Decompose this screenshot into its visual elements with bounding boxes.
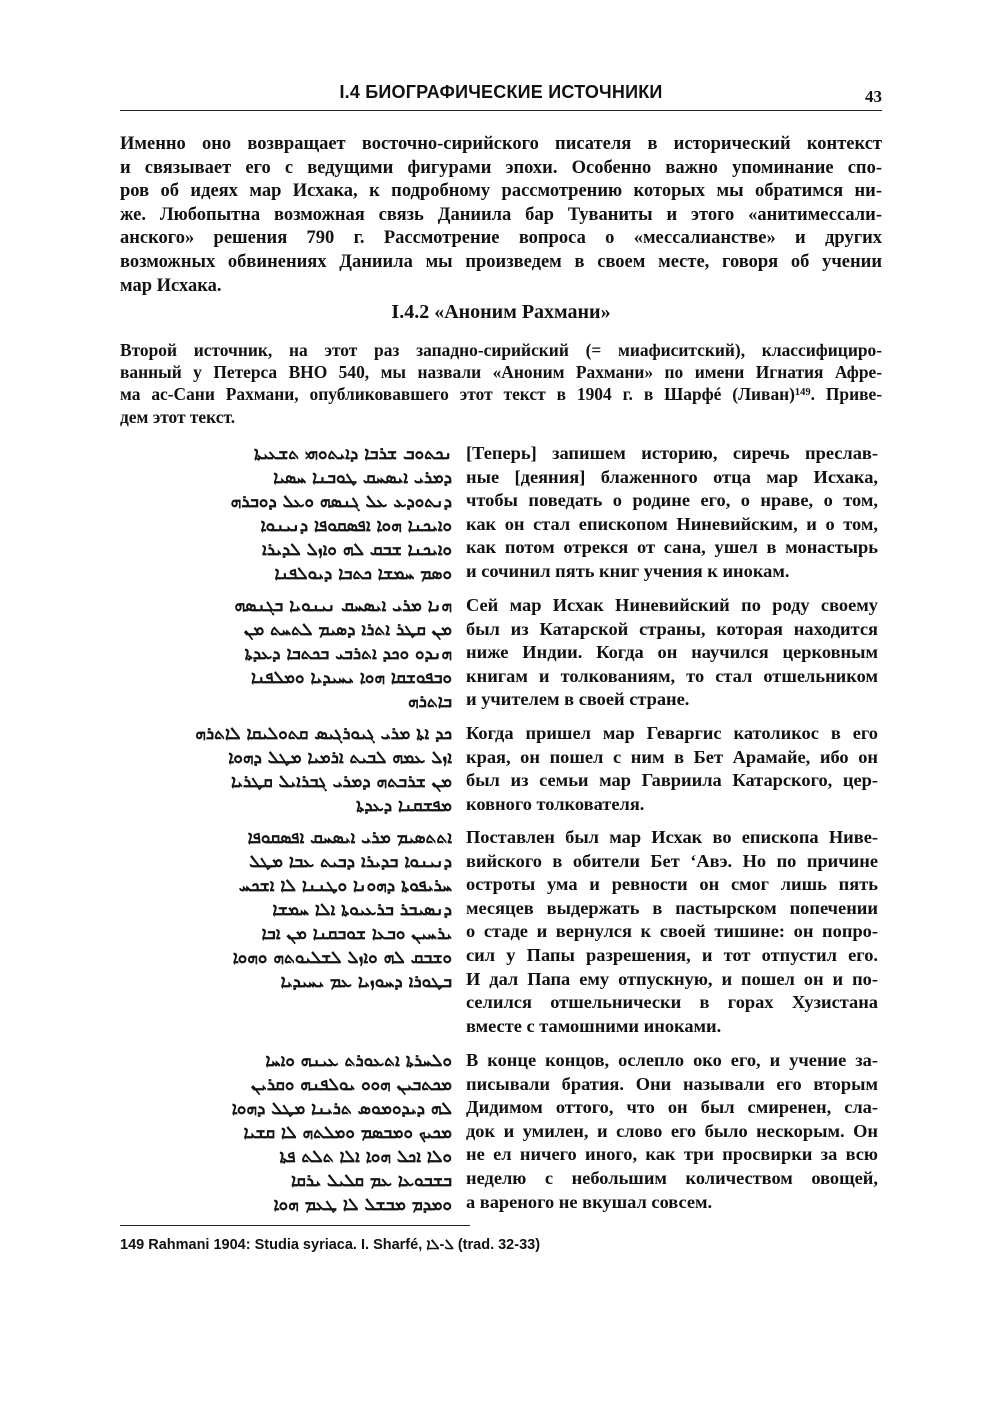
running-header-title: I.4 БИОГРАФИЧЕСКИЕ ИСТОЧНИКИ <box>339 82 663 102</box>
translation-line: В конце концов, ослепло око его, и учение за- <box>466 1050 878 1070</box>
translation-line: вийского в обители Бет ‘Авэ. Но по причине <box>466 850 878 871</box>
text-line: дем этот текст. <box>120 406 236 427</box>
translation-passage-4 <box>466 826 878 1038</box>
translation-line: не ел ничего иного, как три просвирки за всю <box>466 1144 878 1165</box>
translation-passage-1 <box>466 442 878 584</box>
translation-line: а вареного не вкушал совсем. <box>466 1191 713 1212</box>
syriac-line: ܠܗ ܕܝܕܘܡܘܣ ܬܪܝܢܐ ܡܛܠ ܕܗܘܐ <box>231 1099 452 1119</box>
translation-line: Сей мар Исхак Ниневийский по роду своему <box>466 595 878 615</box>
translation-line: остроты ума и ревности он смог лишь пять <box>466 874 878 895</box>
syriac-line: ܡܦܫܩܢܐ ܕܥܕܬܐ <box>356 796 452 816</box>
syriac-passage-5 <box>122 1049 452 1217</box>
syriac-line: ܘܣܡ ܚܡܫܐ ܟܬܒܐ ܕܝܘܠܦܢܐ <box>274 564 452 584</box>
text-line: анского» решения 790 г. Рассмотрение вопроса о «мессалианстве» и других <box>120 228 882 249</box>
syriac-line: ܒܛܘܪܐ ܕܚܘܙܝܐ ܥܡ ܝܚܝܕܝܐ <box>280 972 452 992</box>
intro-paragraph <box>120 133 882 298</box>
translation-passage-5 <box>466 1049 878 1214</box>
syriac-line: ܒܐܬܪܗ <box>407 692 452 712</box>
translation-line: был из семьи мар Гавриила Катарского, цер- <box>466 770 878 791</box>
syriac-line: ܐܙܠ ܥܡܗ ܠܒܝܬ ܐܪܡܝܐ ܡܛܠ ܕܗܘܐ <box>228 748 452 768</box>
translation-line: и сочинил пять книг учения к инокам. <box>466 560 790 581</box>
syriac-line: ܘܠܚܪܬܐ ܐܬܥܘܪܬ ܥܝܢܗ ܘܐܚܐ <box>265 1051 452 1071</box>
translation-line: как потом отрекся от сана, ушел в монастырь <box>466 537 878 558</box>
translation-line: сил у Папы разрешения, и тот отпустил его. <box>466 944 878 965</box>
translation-line: как он стал епископом Ниневийским, и о том, <box>466 513 878 534</box>
text-line: мар Исхака. <box>120 275 222 296</box>
syriac-line: ܢܟܬܘܒ ܫܪܒܐ ܕܐܝܬܘܗܝ ܬܫܥܝܬܐ <box>254 444 452 464</box>
syriac-line: ܝܪܚܝܢ ܘܒܥܐ ܫܘܒܩܢܐ ܡܢ ܐܒܐ <box>261 924 452 944</box>
translation-line: док и умилен, и слово его было нескорым. Он <box>466 1120 878 1141</box>
syriac-line: ܕܢܬܘܕܥ ܥܠ ܓܢܣܗ ܘܥܠ ܕܘܒܪܗ <box>230 492 452 512</box>
text-line: и связывает его с ведущими фигурами эпохи. Особенно важно упоминание спо- <box>120 157 882 178</box>
text-line: же. Любопытна возможная связь Даниила бар Туваниты и этого «анитимессали- <box>120 204 882 225</box>
syriac-line: ܕܢܣܝܒܪ ܒܪܥܝܘܬܐ ܐܠܐ ܚܡܫܐ <box>272 900 452 920</box>
syriac-line: ܘܐܝܟܢܐ ܫܒܩ ܠܗ ܘܐܙܠ ܠܕܝܪܐ <box>261 540 452 560</box>
syriac-passage-4 <box>122 826 452 994</box>
translation-line: селился отшельнически в горах Хузистана <box>466 992 878 1013</box>
text-line: возможных обвинениях Даниила мы произведем в своем месте, говоря об учении <box>120 251 882 272</box>
syriac-line: ܕܢܝܢܘܐ ܒܕܝܪܐ ܕܒܝܬ ܥܒܐ ܡܛܠ <box>249 852 452 872</box>
translation-line: И дал Папа ему отпускную, и пошел он и по- <box>466 968 878 989</box>
syriac-passage-2 <box>122 594 452 714</box>
syriac-line: ܡܟܬܒܝܢ ܗܘܘ ܝܘܠܦܢܗ ܘܩܪܝܢ <box>251 1075 452 1095</box>
translation-passage-3 <box>466 722 878 816</box>
translation-line: писывали братия. Они называли его вторым <box>466 1073 878 1094</box>
syriac-line: ܡܢ ܩܛܪ ܐܬܪܐ ܕܣܝܡ ܠܬܚܬ ܡܢ <box>243 620 452 640</box>
syriac-passage-1 <box>122 442 452 586</box>
syriac-line: ܗܢܕܘ ܘܟܕ ܐܬܪܒܝ ܒܟܬܒܐ ܕܥܕܬܐ <box>244 644 452 664</box>
syriac-line: ܒܫܒܘܥܐ ܥܡ ܩܠܝܠ ܝܪܩܐ <box>291 1171 452 1191</box>
translation-line: края, он пошел с ним в Бет Арамайе, ибо он <box>466 746 878 767</box>
text-line: ма ас-Сани Рахмани, опубликовавшего этот текст в 1904 г. в Шарфé (Ливан)¹⁴⁹. Приве- <box>120 384 882 405</box>
syriac-line: ܡܟܝܟ ܘܡܒܣܡ ܘܡܠܬܗ ܠܐ ܩܫܝܐ <box>243 1123 452 1143</box>
syriac-line: ܘܠܐ ܐܟܠ ܗܘܐ ܐܠܐ ܬܠܬ ܦܬܐ <box>279 1147 452 1167</box>
syriac-line: ܘܡܕܡ ܡܒܫܠ ܠܐ ܛܥܡ ܗܘܐ <box>273 1195 452 1215</box>
text-line: Второй источник, на этот раз западно-сирийский (= миафиситский), классифициро- <box>120 340 882 360</box>
syriac-line: ܟܕ ܐܬܐ ܡܪܝ ܓܝܘܪܓܝܣ ܩܬܘܠܝܩܐ ܠܐܬܪܗ <box>195 724 452 744</box>
syriac-line: ܕܡܪܝ ܐܝܣܚܩ ܛܘܒܢܐ ܚܣܝܐ <box>273 468 452 488</box>
translation-line: о стаде и вернулся к своей тишине: он попро- <box>466 921 878 942</box>
footnote: 149 Rahmani 1904: Studia syriaca. I. Sharfé, ܠ-ܠܐ (trad. 32-33) <box>120 1237 541 1253</box>
header-rule <box>120 110 882 111</box>
translation-line: был из Катарской страны, которая находится <box>466 618 878 639</box>
running-header <box>120 82 882 110</box>
page-number: 43 <box>865 87 882 106</box>
translation-line: ниже Индии. Когда он научился церковным <box>466 642 878 663</box>
translation-line: чтобы поведать о родине его, о нраве, о том, <box>466 490 878 511</box>
translation-line: [Теперь] запишем историю, сиречь преслав- <box>466 443 878 463</box>
translation-line: и учителем в своей стране. <box>466 689 690 710</box>
translation-line: месяцев выдержать в пастырском попечении <box>466 897 878 918</box>
footnote-rule <box>120 1225 470 1226</box>
section-intro-paragraph <box>120 339 882 428</box>
translation-line: Когда пришел мар Геваргис католикос в его <box>466 723 878 743</box>
translation-line: книгам и толкованиям, то стал отшельником <box>466 665 878 686</box>
syriac-line: ܚܪܝܦܘܬܐ ܕܗܘܢܐ ܘܛܢܢܐ ܠܐ ܐܫܟܚ <box>238 876 452 896</box>
syriac-line: ܗܢܐ ܡܪܝ ܐܝܣܚܩ ܢܝܢܘܝܐ ܒܓܢܣܗ <box>234 596 452 616</box>
translation-line: ковного толкователя. <box>466 793 645 814</box>
syriac-line: ܡܢ ܫܪܒܬܗ ܕܡܪܝ ܓܒܪܐܝܠ ܩܛܪܝܐ <box>230 772 452 792</box>
syriac-line: ܐܬܬܣܝܡ ܡܪܝ ܐܝܣܚܩ ܐܦܣܩܘܦܐ <box>247 828 452 848</box>
section-heading: I.4.2 «Аноним Рахмани» <box>391 301 611 323</box>
translation-passage-2 <box>466 594 878 712</box>
text-line: Именно оно возвращает восточно-сирийского писателя в исторический контекст <box>120 134 882 154</box>
translation-line: Поставлен был мар Исхак во епископа Ниве- <box>466 827 878 847</box>
translation-line: неделю с небольшим количеством овощей, <box>466 1167 878 1188</box>
syriac-line: ܘܒܦܘܫܩܐ ܗܘܐ ܝܚܝܕܝܐ ܘܡܠܦܢܐ <box>250 668 452 688</box>
translation-line: ные [деяния] блаженного отца мар Исхака, <box>466 466 878 487</box>
text-line: ванный у Петерса BHO 540, мы назвали «Аноним Рахмани» по имени Игнатия Афре- <box>120 362 882 383</box>
syriac-line: ܘܫܒܩ ܠܗ ܘܐܙܠ ܠܫܠܝܘܬܗ ܘܗܘܐ <box>232 948 452 968</box>
translation-line: вместе с тамошними иноками. <box>466 1015 722 1036</box>
syriac-passage-3 <box>122 722 452 818</box>
text-line: ров об идеях мар Исхака, к подробному рассмотрению которых мы обратимся ни- <box>120 181 882 202</box>
translation-line: Дидимом оттого, что он был смиренен, сла- <box>466 1097 878 1118</box>
syriac-line: ܘܐܝܟܢܐ ܗܘܐ ܐܦܣܩܘܦܐ ܕܢܝܢܘܐ <box>260 516 452 536</box>
